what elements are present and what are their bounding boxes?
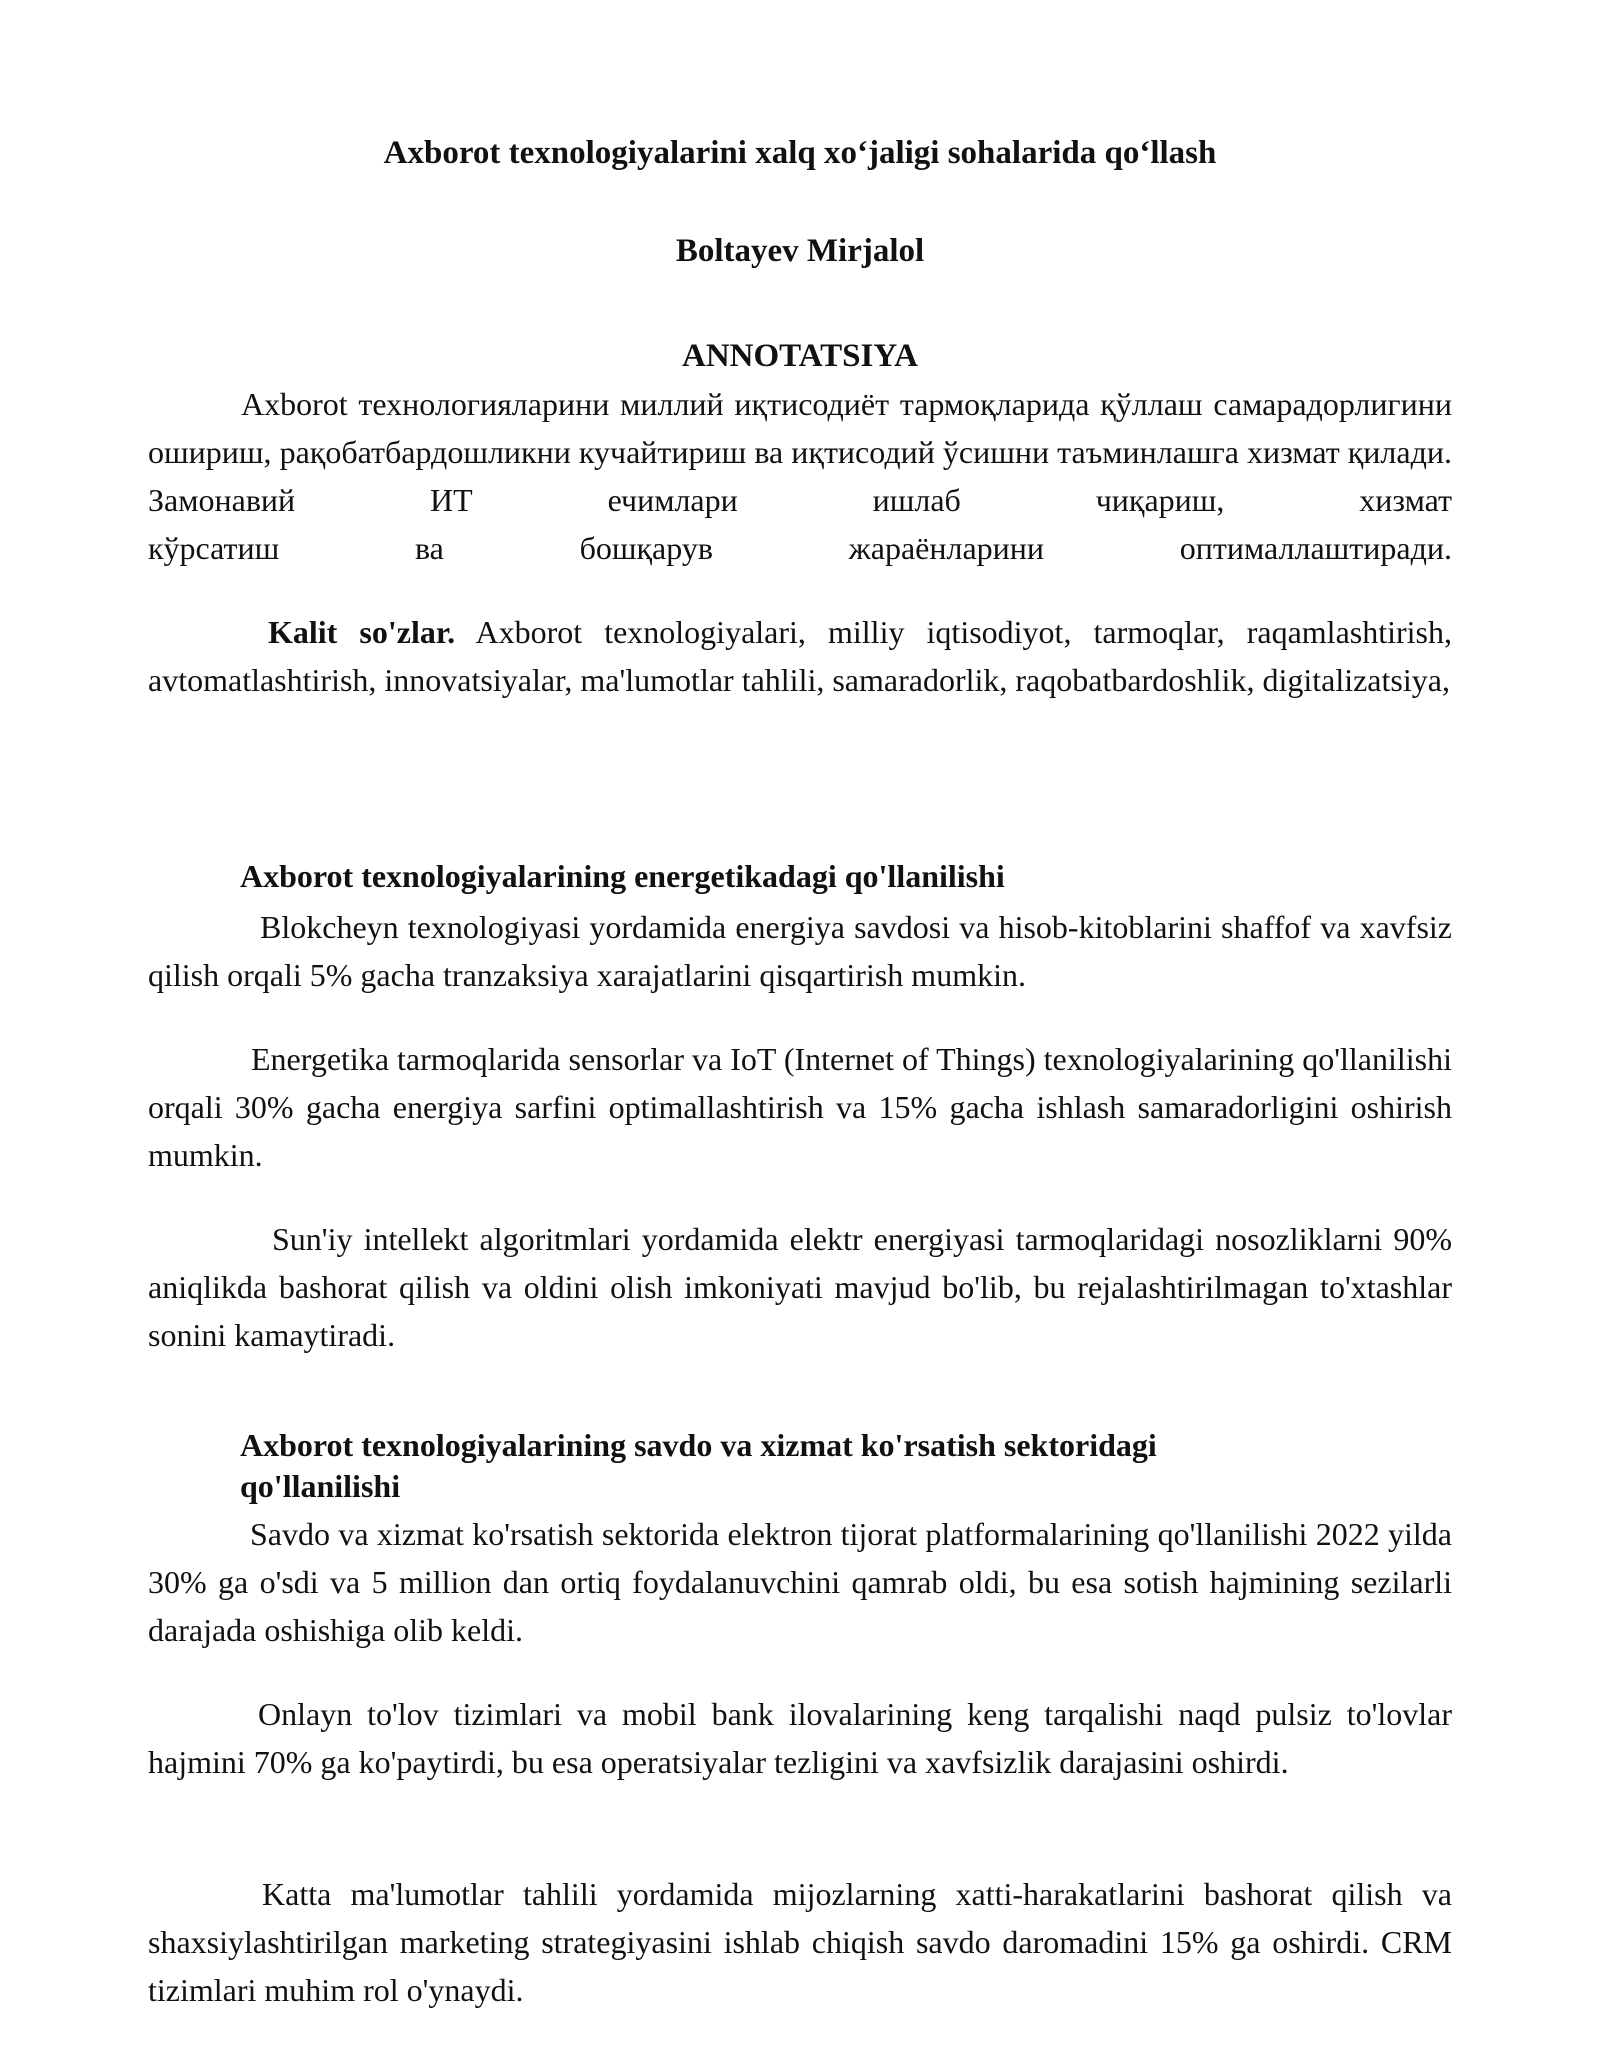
trade-paragraph-1: Savdo va xizmat ko'rsatish sektorida elektron tijorat platformalarining qo'llanilishi 2022 yilda 30% ga o'sdi va 5 million dan ortiq foydalanuvchini qamrab oldi, bu esa sotish hajmining sezilarli darajada oshishiga olib keldi. bbox=[148, 1516, 1452, 1648]
author-name: Boltayev Mirjalol bbox=[675, 233, 925, 269]
section-heading-trade-line-1: Axborot texnologiyalarining savdo va xizmat ko'rsatish sektoridagi bbox=[240, 1427, 1157, 1463]
trade-paragraph-3: Katta ma'lumotlar tahlili yordamida mijozlarning xatti-harakatlarini bashorat qilish va shaxsiylashtirilgan marketing strategiyasini ishlab chiqish savdo daromadini 15% ga oshirdi. CRM tizimlari muhim rol o'ynaydi. bbox=[148, 1876, 1452, 2008]
section-heading-trade-line-2: qo'llanilishi bbox=[240, 1468, 401, 1504]
energy-paragraph-3: Sun'iy intellekt algoritmlari yordamida elektr energiyasi tarmoqlaridagi nosozliklarni 90% aniqlikda bashorat qilish va oldini olish imkoniyati mavjud bo'lib, bu rejalashtirilmagan to'xtashlar sonini kamaytiradi. bbox=[148, 1221, 1452, 1353]
keywords-label: Kalit so'zlar. bbox=[268, 614, 456, 650]
abstract-text-last-line: кўрсатиш ва бошқарув жараёнларини оптималлаштиради. bbox=[148, 530, 1452, 566]
abstract-text-main: Axborot технологияларини миллий иқтисодиёт тармоқларида қўллаш самарадорлигини ошириш, рақобатбардошликни кучайтириш ва иқтисодий ўсишни таъминлашга хизмат қилади. Замонавий ИТ ечимлари ишлаб чиқариш, хизмат bbox=[148, 386, 1452, 518]
section-heading-trade bbox=[240, 1425, 1340, 1507]
abstract-text bbox=[148, 380, 1452, 524]
energy-paragraph-2: Energetika tarmoqlarida sensorlar va IoT (Internet of Things) texnologiyalarining qo'llanilishi orqali 30% gacha energiya sarfini optimallashtirish va 15% gacha ishlash samaradorligini oshirish mumkin. bbox=[148, 1041, 1452, 1173]
keywords-text: Axborot texnologiyalari, milliy iqtisodiyot, tarmoqlar, raqamlashtirish, avtomatlashtirish, innovatsiyalar, ma'lumotlar tahlili, samaradorlik, raqobatbardoshlik, digitalizatsiya, bbox=[148, 614, 1453, 698]
section-heading-energy: Axborot texnologiyalarining energetikadagi qo'llanilishi bbox=[240, 858, 1005, 894]
keywords-paragraph bbox=[148, 608, 1452, 704]
trade-paragraph-2: Onlayn to'lov tizimlari va mobil bank ilovalarining keng tarqalishi naqd pulsiz to'lovlar hajmini 70% ga ko'paytirdi, bu esa operatsiyalar tezligini va xavfsizlik darajasini oshirdi. bbox=[148, 1696, 1452, 1780]
energy-paragraph-1: Blokcheyn texnologiyasi yordamida energiya savdosi va hisob-kitoblarini shaffof va xavfsiz qilish orqali 5% gacha tranzaksiya xarajatlarini qisqartirish mumkin. bbox=[148, 909, 1452, 993]
abstract-heading: ANNOTATSIYA bbox=[682, 338, 918, 374]
document-title: Axborot texnologiyalarini xalq xo‘jaligi sohalarida qo‘llash bbox=[383, 135, 1217, 171]
